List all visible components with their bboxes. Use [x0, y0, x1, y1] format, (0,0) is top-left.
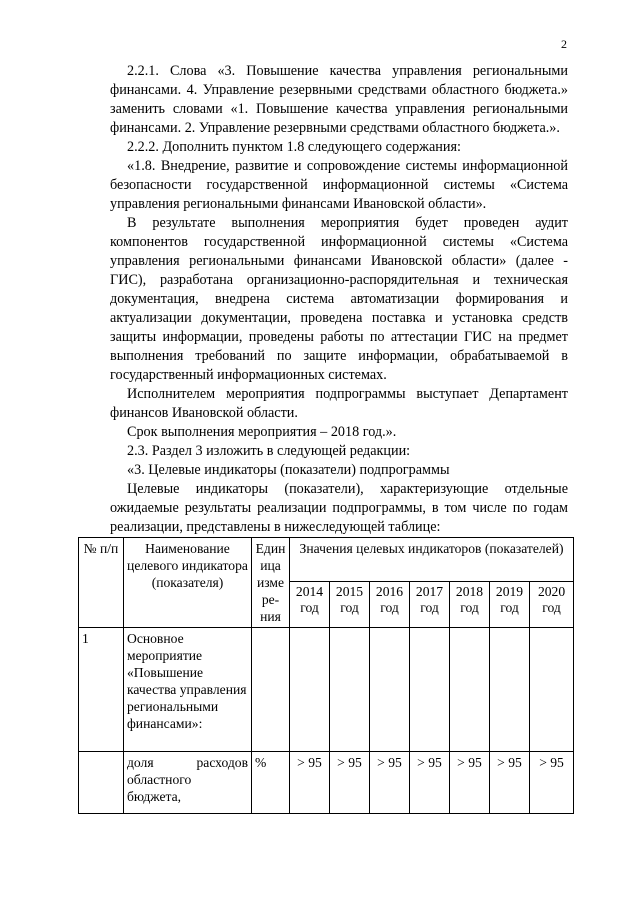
page-number: 2: [561, 37, 567, 51]
header-year-2020: 2020 год: [530, 582, 574, 628]
header-unit: Един ица изме ре- ния: [252, 538, 290, 628]
row-value: > 95: [370, 752, 410, 814]
row-value: [410, 628, 450, 752]
row-value: > 95: [450, 752, 490, 814]
row-unit: %: [252, 752, 290, 814]
row-value: [370, 628, 410, 752]
header-year-2014: 2014 год: [290, 582, 330, 628]
header-num: № п/п: [79, 538, 124, 628]
row-name: доля расходов областного бюджета,: [124, 752, 252, 814]
header-year-2016: 2016 год: [370, 582, 410, 628]
row-value: > 95: [330, 752, 370, 814]
table-row: [79, 752, 574, 814]
paragraph-audit: В результате выполнения мероприятия будет проведен аудит компонентов государственной информационной системы «Система управления региональными финансами Ивановской области» (далее - ГИС), разработана организационно-распорядительная и техническая документация, внедрена система автоматизации формирования и актуализации документации, проведена поставка и установка средств защиты информации, проведены работы по аттестации ГИС на предмет выполнения требований по защите информации, обрабатываемой в государственный информационных системах.: [110, 215, 568, 383]
paragraph-2-3: 2.3. Раздел 3 изложить в следующей редакции:: [127, 443, 411, 459]
header-year-2019: 2019 год: [490, 582, 530, 628]
paragraph-deadline: Срок выполнения мероприятия – 2018 год.».: [127, 424, 397, 440]
row-num: 1: [79, 628, 124, 752]
paragraph-section-3-title: «3. Целевые индикаторы (показатели) подпрограммы: [127, 462, 450, 478]
table-header-row: [79, 538, 574, 582]
paragraph-executor: Исполнителем мероприятия подпрограммы выступает Департамент финансов Ивановской области.: [110, 386, 568, 421]
paragraph-indicators-intro: Целевые индикаторы (показатели), характеризующие отдельные ожидаемые результаты реализации подпрограммы, в том числе по годам реализации, представлены в нижеследующей таблице:: [110, 481, 568, 535]
row-name: Основное мероприятие «Повышение качества управления региональными финансами»:: [124, 628, 252, 752]
header-name: Наименование целевого индикатора (показателя): [124, 538, 252, 628]
row-unit: [252, 628, 290, 752]
indicators-table: [78, 537, 574, 814]
row-value: > 95: [290, 752, 330, 814]
row-value: [490, 628, 530, 752]
paragraph-2-2-1: 2.2.1. Слова «3. Повышение качества управления региональными финансами. 4. Управление резервными средствами областного бюджета.» заменить словами «1. Повышение качества управления региональными финансами. 2. Управление резервными средствами областного бюджета.».: [110, 63, 568, 136]
row-value: [330, 628, 370, 752]
row-value: > 95: [530, 752, 574, 814]
header-year-2017: 2017 год: [410, 582, 450, 628]
paragraph-2-2-2: 2.2.2. Дополнить пунктом 1.8 следующего содержания:: [127, 139, 461, 155]
document-body: [110, 62, 568, 537]
header-year-2018: 2018 год: [450, 582, 490, 628]
paragraph-1-8: «1.8. Внедрение, развитие и сопровождение системы информационной безопасности государственной информационной системы «Система управления региональными финансами Ивановской области».: [110, 158, 568, 212]
row-num: [79, 752, 124, 814]
row-value: [530, 628, 574, 752]
header-values-group: Значения целевых индикаторов (показателей): [290, 538, 574, 582]
table-row: [79, 628, 574, 752]
header-year-2015: 2015 год: [330, 582, 370, 628]
row-value: > 95: [410, 752, 450, 814]
row-value: [290, 628, 330, 752]
row-value: > 95: [490, 752, 530, 814]
row-value: [450, 628, 490, 752]
